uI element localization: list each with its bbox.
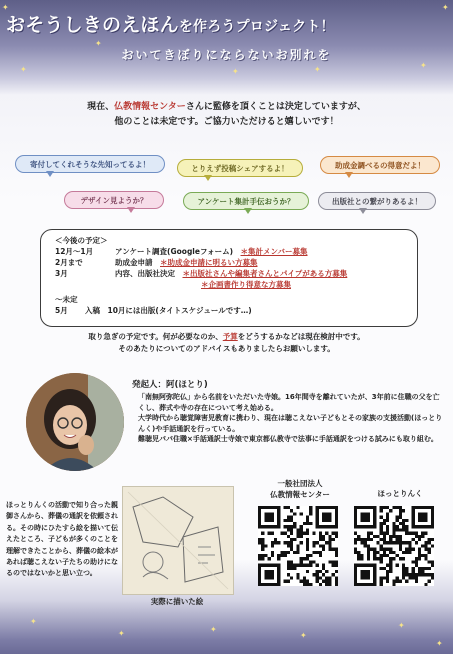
star-icon: ✦ bbox=[420, 61, 427, 70]
star-icon: ✦ bbox=[2, 3, 9, 12]
founder-photo bbox=[26, 373, 124, 471]
star-icon: ✦ bbox=[118, 629, 125, 638]
star-icon: ✦ bbox=[436, 639, 443, 648]
schedule-date: 3月 bbox=[55, 269, 68, 278]
schedule-date: 5月 bbox=[55, 306, 68, 315]
intro-text bbox=[0, 100, 453, 130]
schedule-recruit: ＊出版社さんや編集者さんとパイプがある方募集 bbox=[182, 269, 348, 278]
org-line: 仏教情報センター bbox=[270, 490, 330, 499]
bubble-text: アンケート集計手伝おうか？ bbox=[197, 197, 295, 206]
bubble-text: とりえず投稿シェアするよ！ bbox=[191, 164, 289, 173]
star-icon: ✦ bbox=[20, 65, 27, 74]
note-suffix: をどうするかなどは現在検討中です。 bbox=[237, 332, 365, 341]
qr-code-icon[interactable] bbox=[258, 506, 338, 586]
speech-bubble bbox=[183, 192, 309, 210]
star-icon: ✦ bbox=[314, 65, 321, 74]
intro-suffix: さんに監修を頂くことは決定していますが、 bbox=[185, 102, 366, 112]
bubble-tail-icon bbox=[46, 171, 54, 177]
schedule-task: 入稿 10月には出版(タイトスケジュールです…) bbox=[85, 306, 252, 315]
star-icon: ✦ bbox=[30, 617, 37, 626]
note-line-2: そのあたりについてのアドバイスもありましたらお願いします。 bbox=[118, 344, 335, 353]
intro-highlight: 仏教情報センター bbox=[114, 102, 186, 112]
founder-heading: 発起人：阿(ほとり) bbox=[132, 380, 208, 390]
schedule-task: アンケート調査(Googleフォーム) bbox=[115, 247, 234, 256]
org-label-hotlink: ほっとりんく bbox=[377, 489, 423, 498]
schedule-date: 12月〜1月 bbox=[55, 247, 94, 256]
schedule-task: 内容、出版社決定 bbox=[115, 269, 175, 278]
note-prefix: 取り急ぎの予定です。何が必要なのか、 bbox=[88, 332, 223, 341]
bubble-tail-icon bbox=[244, 208, 252, 214]
bubble-text: 助成金調べるの得意だよ！ bbox=[335, 161, 425, 170]
intro-line-1 bbox=[0, 100, 453, 115]
star-icon: ✦ bbox=[232, 67, 239, 76]
star-icon: ✦ bbox=[95, 39, 102, 48]
star-icon: ✦ bbox=[442, 3, 449, 12]
schedule-heading: ＜今後の予定＞ bbox=[55, 236, 108, 245]
intro-prefix: 現在、 bbox=[87, 102, 115, 112]
drawing-image bbox=[122, 486, 234, 595]
speech-bubble bbox=[318, 192, 436, 210]
schedule-row bbox=[55, 306, 252, 317]
bubble-text: 出版社との繋がりあるよ！ bbox=[332, 197, 422, 206]
bubble-tail-icon bbox=[345, 172, 353, 178]
schedule-row bbox=[55, 269, 347, 280]
bubble-tail-icon bbox=[359, 208, 367, 214]
schedule-row bbox=[55, 247, 308, 258]
bio-paragraph: 難聴児パパ住職×手話通訳士寺娘で東京都仏教寺で法事に手話通訳をつける試みにも取り組む。 bbox=[138, 435, 438, 444]
schedule-box bbox=[40, 229, 418, 327]
schedule-row bbox=[55, 295, 78, 306]
bubble-text: デザイン見ようか？ bbox=[80, 196, 148, 205]
org-label-bukkyo bbox=[250, 478, 350, 500]
schedule-row bbox=[55, 258, 258, 269]
star-icon: ✦ bbox=[300, 631, 307, 640]
speech-bubble bbox=[64, 191, 164, 209]
bubble-tail-icon bbox=[127, 207, 135, 213]
bubble-tail-icon bbox=[204, 175, 212, 181]
page-title bbox=[6, 10, 451, 37]
bio-paragraph: 大学時代から聴覚障害児教育に携わり、現在は聴こえない子どもとその家族の支援活動(ほっとりんく)や手話通訳を行っている。 bbox=[138, 414, 443, 433]
founder-portrait-icon bbox=[26, 373, 124, 471]
note-line-1 bbox=[0, 331, 453, 343]
schedule-date: 2月まで bbox=[55, 258, 83, 267]
schedule-recruit: ＊集計メンバー募集 bbox=[240, 247, 308, 256]
schedule-recruit: ＊助成金申請に明るい方募集 bbox=[160, 258, 258, 267]
origin-story: ほっとりんくの活動で知り合った親御さんから、葬儀の通訳を依頼される。その時にひたすら絵を描いて伝えたところ、子どもが多くのことを理解できたことから、葬儀の絵本があれば聴こえない子たちの助けになるのではないかと思い立つ。 bbox=[6, 501, 118, 578]
schedule-row bbox=[201, 280, 291, 291]
bubble-text: 寄付してくれそうな先知ってるよ！ bbox=[30, 160, 150, 169]
schedule-recruit: ＊企画書作り得意な方募集 bbox=[201, 280, 291, 289]
org-line: 一般社団法人 bbox=[277, 479, 323, 488]
star-icon: ✦ bbox=[398, 621, 405, 630]
intro-line-2: 他のことは未定です。ご協力いただけると嬉しいです！ bbox=[114, 117, 339, 127]
schedule-date: 〜未定 bbox=[55, 295, 78, 304]
title-suffix: を作ろうプロジェクト！ bbox=[178, 19, 335, 35]
speech-bubble bbox=[15, 155, 165, 173]
title-main: おそうしきのえほん bbox=[6, 14, 179, 36]
bio-paragraph: 「南無阿弥陀仏」から名前をいただいた寺娘。16年間寺を離れていたが、3年前に住職の父を亡くし、葬式や寺の存在について考え始める。 bbox=[138, 393, 440, 412]
page-subtitle: おいてきぼりにならないお別れを bbox=[121, 48, 332, 62]
sketch-icon bbox=[123, 487, 233, 594]
qr-code-icon[interactable] bbox=[354, 506, 434, 586]
speech-bubble bbox=[177, 159, 303, 177]
schedule-task: 助成金申請 bbox=[115, 258, 153, 267]
founder-bio bbox=[138, 392, 443, 445]
star-icon: ✦ bbox=[210, 625, 217, 634]
speech-bubble bbox=[320, 156, 440, 174]
drawing-caption: 実際に描いた絵 bbox=[150, 597, 204, 606]
note-highlight: 予算 bbox=[222, 332, 238, 341]
schedule-note bbox=[0, 331, 453, 355]
